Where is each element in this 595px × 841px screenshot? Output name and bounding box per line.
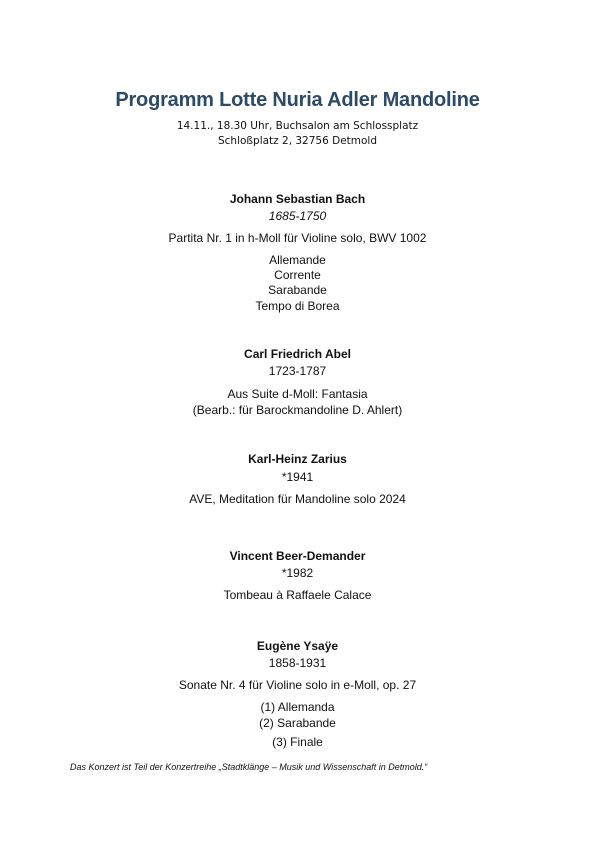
movement: (2) Sarabande [259,716,336,730]
work-note: (Bearb.: für Barockmandoline D. Ahlert) [192,403,403,417]
composer-name: Vincent Beer-Demander [229,549,366,563]
composer-name: Johann Sebastian Bach [229,192,366,206]
movement: Corrente [274,268,321,282]
composer-name: Eugène Ysaÿe [256,639,339,653]
movement: Tempo di Borea [255,299,340,313]
work-title: Sonate Nr. 4 für Violine solo in e-Moll, op. 27 [178,678,417,692]
work-title: Tombeau à Raffaele Calace [223,588,372,602]
movement: (3) Finale [272,735,323,749]
movement: Allemande [269,253,326,267]
composer-name: Karl-Heinz Zarius [248,452,347,466]
movement: Sarabande [268,283,327,297]
composer-dates: *1941 [281,470,314,484]
event-address: Schloßplatz 2, 32756 Detmold [217,135,378,147]
movement: (1) Allemanda [260,700,335,714]
composer-dates: 1723-1787 [268,364,327,378]
work-title: AVE, Meditation für Mandoline solo 2024 [189,492,406,506]
work-title: Partita Nr. 1 in h-Moll für Violine solo, BWV 1002 [168,231,427,245]
page-title: Programm Lotte Nuria Adler Mandoline [115,89,480,111]
work-title: Aus Suite d-Moll: Fantasia [227,387,368,401]
composer-dates: 1685-1750 [268,209,327,223]
composer-name: Carl Friedrich Abel [244,347,351,361]
composer-dates: 1858-1931 [268,656,327,670]
footer-note: Das Konzert ist Teil der Konzertreihe „Stadtklänge – Musik und Wissenschaft in Detmold.“ [70,762,428,772]
event-date-venue: 14.11., 18.30 Uhr, Buchsalon am Schlossplatz [176,120,419,132]
composer-dates: *1982 [281,566,314,580]
